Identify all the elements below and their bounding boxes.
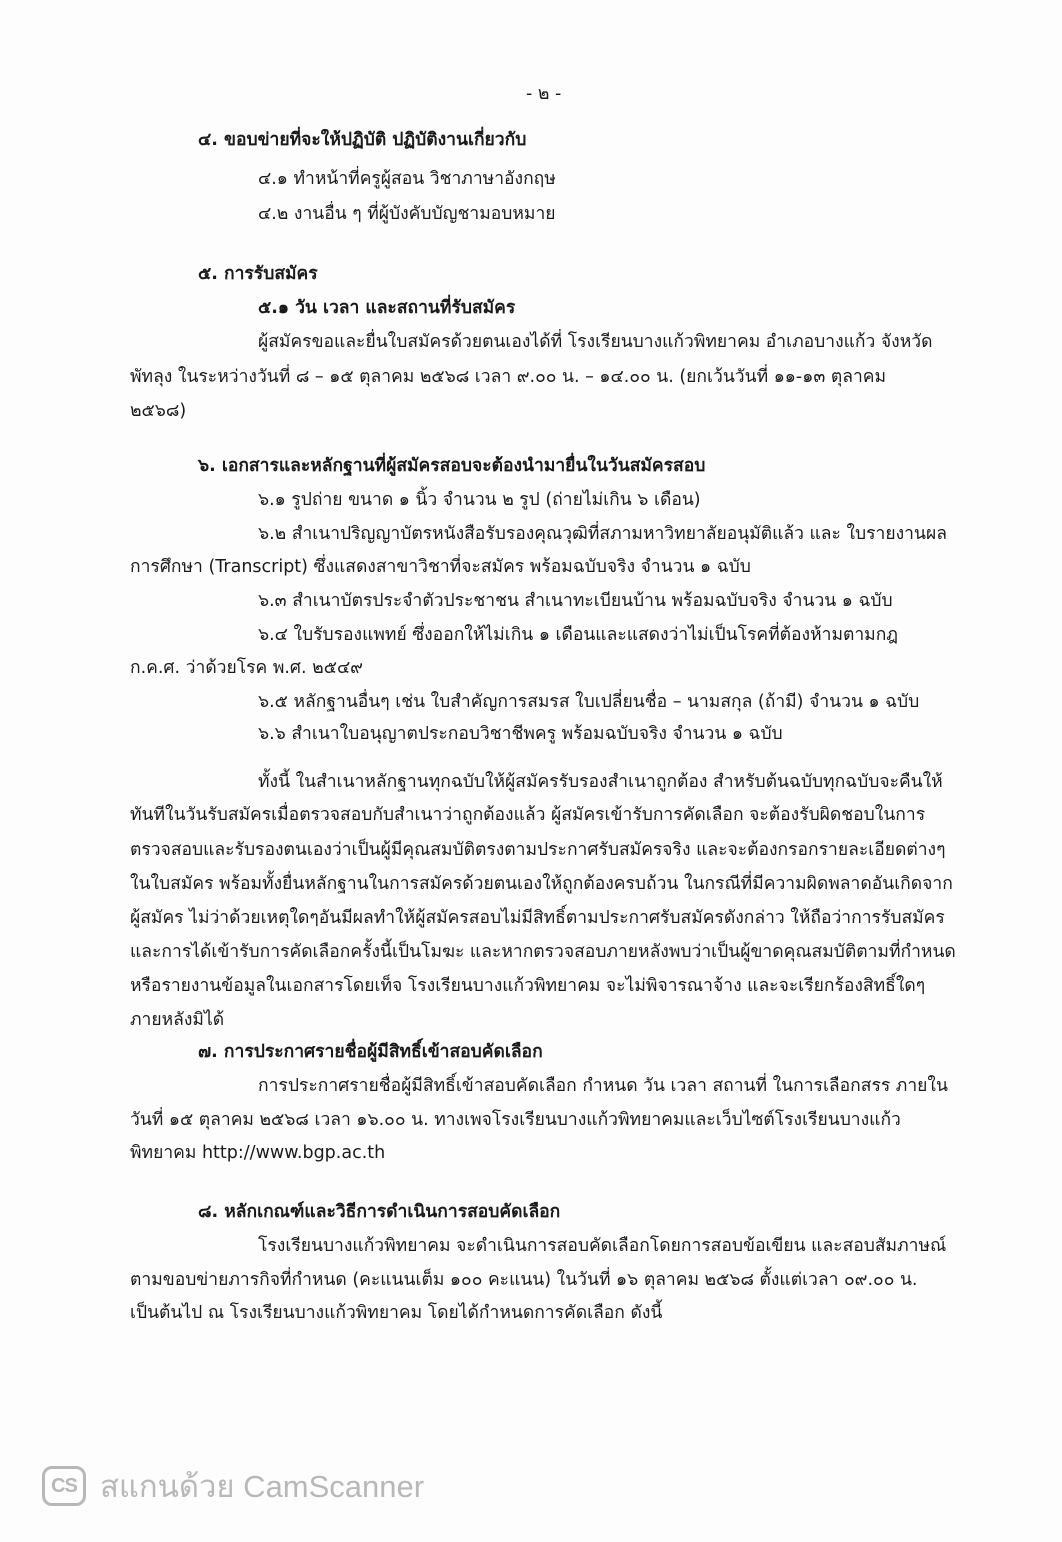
paragraph-line: โรงเรียนบางแก้วพิทยาคม จะดำเนินการสอบคัดเลือกโดยการสอบข้อเขียน และสอบสัมภาษณ์ [258, 1236, 947, 1256]
paragraph-line: และการได้เข้ารับการคัดเลือกครั้งนี้เป็นโมฆะ และหากตรวจสอบภายหลังพบว่าเป็นผู้ขาดคุณสมบัติตามที่กำหนด [130, 942, 956, 962]
paragraph-line: วันที่ ๑๕ ตุลาคม ๒๕๖๘ เวลา ๑๖.๐๐ น. ทางเพจโรงเรียนบางแก้วพิทยาคมและเว็บไซต์โรงเรียนบางแก้ว [130, 1110, 901, 1130]
section-4-heading: ๔. ขอบข่ายที่จะให้ปฏิบัติ ปฏิบัติงานเกี่ยวกับ [198, 130, 527, 150]
paragraph-line: ทันทีในวันรับสมัครเมื่อตรวจสอบกับสำเนาว่าถูกต้องแล้ว ผู้สมัครเข้ารับการคัดเลือก จะต้องรับผิดชอบในการ [130, 805, 926, 825]
item-6-5: ๖.๕ หลักฐานอื่นๆ เช่น ใบสำคัญการสมรส ใบเปลี่ยนชื่อ – นามสกุล (ถ้ามี) จำนวน ๑ ฉบับ [258, 692, 920, 712]
watermark-text: สแกนด้วย CamScanner [100, 1469, 425, 1504]
paragraph-line: พิทยาคม http://www.bgp.ac.th [130, 1143, 386, 1163]
paragraph-line: ตามขอบข่ายภารกิจที่กำหนด (คะแนนเต็ม ๑๐๐ คะแนน) ในวันที่ ๑๖ ตุลาคม ๒๕๖๘ ตั้งแต่เวลา ๐๙.๐๐ น. [130, 1270, 918, 1290]
section-5-heading: ๕. การรับสมัคร [198, 264, 318, 284]
paragraph-line: ๒๕๖๘) [130, 401, 187, 421]
item-6-6: ๖.๖ สำเนาใบอนุญาตประกอบวิชาชีพครู พร้อมฉบับจริง จำนวน ๑ ฉบับ [258, 724, 783, 744]
section-8-heading: ๘. หลักเกณฑ์และวิธีการดำเนินการสอบคัดเลือก [198, 1202, 561, 1222]
paragraph-line: ทั้งนี้ ในสำเนาหลักฐานทุกฉบับให้ผู้สมัครรับรองสำเนาถูกต้อง สำหรับต้นฉบับทุกฉบับจะคืนให้ [258, 772, 943, 792]
item-6-1: ๖.๑ รูปถ่าย ขนาด ๑ นิ้ว จำนวน ๒ รูป (ถ่ายไม่เกิน ๖ เดือน) [258, 490, 701, 510]
item-4-1: ๔.๑ ทำหน้าที่ครูผู้สอน วิชาภาษาอังกฤษ [258, 169, 556, 189]
paragraph-line: ผู้สมัคร ไม่ว่าด้วยเหตุใดๆอันมีผลทำให้ผู้สมัครสอบไม่มีสิทธิ์ตามประกาศรับสมัครดังกล่าว ให้ถือว่าการรับสมัคร [130, 908, 945, 928]
item-6-4: ๖.๔ ใบรับรองแพทย์ ซึ่งออกให้ไม่เกิน ๑ เดือนและแสดงว่าไม่เป็นโรคที่ต้องห้ามตามกฎ [258, 625, 899, 645]
camscanner-logo-icon: CS [42, 1466, 86, 1506]
paragraph-line: เป็นต้นไป ณ โรงเรียนบางแก้วพิทยาคม โดยได้กำหนดการคัดเลือก ดังนี้ [130, 1303, 663, 1323]
paragraph-line: การประกาศรายชื่อผู้มีสิทธิ์เข้าสอบคัดเลือก กำหนด วัน เวลา สถานที่ ในการเลือกสรร ภายใน [258, 1076, 948, 1096]
camscanner-watermark [42, 1460, 424, 1512]
section-6-heading: ๖. เอกสารและหลักฐานที่ผู้สมัครสอบจะต้องนำมายื่นในวันสมัครสอบ [198, 456, 706, 476]
item-6-2-cont: การศึกษา (Transcript) ซึ่งแสดงสาขาวิชาที่จะสมัคร พร้อมฉบับจริง จำนวน ๑ ฉบับ [130, 557, 751, 577]
section-7-heading: ๗. การประกาศรายชื่อผู้มีสิทธิ์เข้าสอบคัดเลือก [198, 1042, 543, 1062]
item-6-2: ๖.๒ สำเนาปริญญาบัตรหนังสือรับรองคุณวุฒิที่สภามหาวิทยาลัยอนุมัติแล้ว และ ใบรายงานผล [258, 524, 947, 544]
paragraph-line: ในใบสมัคร พร้อมทั้งยื่นหลักฐานในการสมัครด้วยตนเองให้ถูกต้องครบถ้วน ในกรณีที่มีความผิดพลาดอันเกิดจาก [130, 874, 953, 894]
paragraph-line: ภายหลังมิได้ [130, 1010, 225, 1030]
paragraph-line: ผู้สมัครขอและยื่นใบสมัครด้วยตนเองได้ที่ โรงเรียนบางแก้วพิทยาคม อำเภอบางแก้ว จังหวัด [258, 332, 933, 352]
item-6-4-cont: ก.ค.ศ. ว่าด้วยโรค พ.ศ. ๒๕๔๙ [130, 658, 364, 678]
paragraph-line: หรือรายงานข้อมูลในเอกสารโดยเท็จ โรงเรียนบางแก้วพิทยาคม จะไม่พิจารณาจ้าง และจะเรียกร้องสิทธิ์ใดๆ [130, 976, 926, 996]
item-4-2: ๔.๒ งานอื่น ๆ ที่ผู้บังคับบัญชามอบหมาย [258, 204, 556, 224]
item-5-1-heading: ๕.๑ วัน เวลา และสถานที่รับสมัคร [258, 298, 516, 318]
paragraph-line: ตรวจสอบและรับรองตนเองว่าเป็นผู้มีคุณสมบัติตรงตามประกาศรับสมัครจริง และจะต้องกรอกรายละเอียดต่างๆ [130, 840, 946, 860]
item-6-3: ๖.๓ สำเนาบัตรประจำตัวประชาชน สำเนาทะเบียนบ้าน พร้อมฉบับจริง จำนวน ๑ ฉบับ [258, 591, 893, 611]
page-number: - ๒ - [526, 84, 562, 104]
paragraph-line: พัทลุง ในระหว่างวันที่ ๘ – ๑๕ ตุลาคม ๒๕๖๘ เวลา ๙.๐๐ น. – ๑๔.๐๐ น. (ยกเว้นวันที่ ๑๑-๑๓ ตุลาคม [130, 367, 887, 387]
